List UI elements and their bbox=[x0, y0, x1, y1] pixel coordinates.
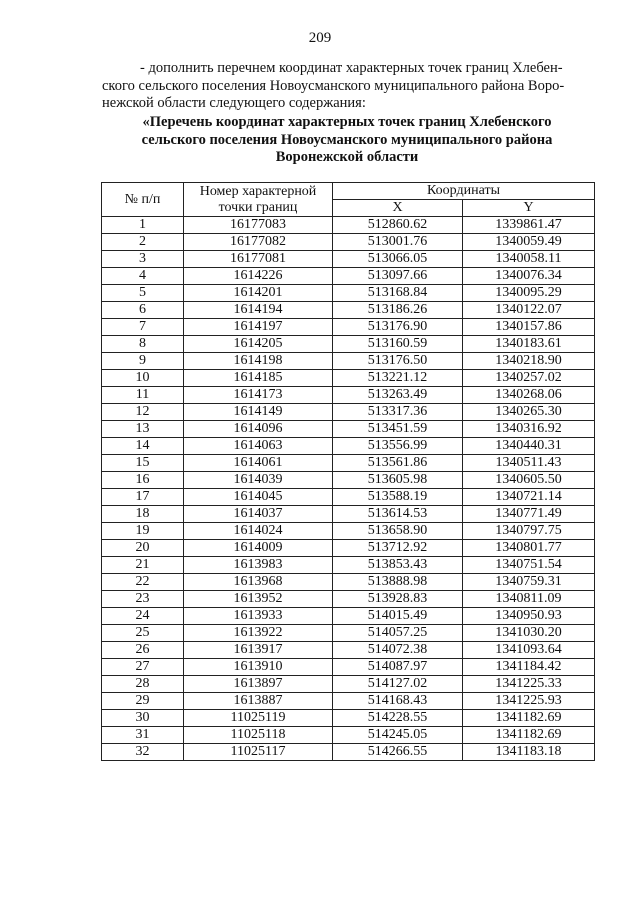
table-row bbox=[102, 319, 595, 336]
table-row bbox=[102, 438, 595, 455]
coord-x: 513221.12 bbox=[333, 370, 463, 387]
coord-y: 1339861.47 bbox=[463, 217, 595, 234]
table-row bbox=[102, 387, 595, 404]
point-number: 11025119 bbox=[184, 710, 333, 727]
table-row bbox=[102, 472, 595, 489]
table-row bbox=[102, 234, 595, 251]
coord-y: 1340771.49 bbox=[463, 506, 595, 523]
coord-y: 1340759.31 bbox=[463, 574, 595, 591]
point-number: 1614149 bbox=[184, 404, 333, 421]
coord-y: 1340751.54 bbox=[463, 557, 595, 574]
point-number: 1613917 bbox=[184, 642, 333, 659]
list-title-line: сельского поселения Новоусманского муниципального района bbox=[141, 131, 553, 148]
table-row bbox=[102, 455, 595, 472]
coord-x: 513263.49 bbox=[333, 387, 463, 404]
coord-x: 514087.97 bbox=[333, 659, 463, 676]
point-number: 1614024 bbox=[184, 523, 333, 540]
coord-y: 1341182.69 bbox=[463, 727, 595, 744]
row-number: 2 bbox=[102, 234, 184, 251]
table-row bbox=[102, 693, 595, 710]
point-number: 1614194 bbox=[184, 302, 333, 319]
row-number: 12 bbox=[102, 404, 184, 421]
row-number: 14 bbox=[102, 438, 184, 455]
row-number: 17 bbox=[102, 489, 184, 506]
coord-x: 513556.99 bbox=[333, 438, 463, 455]
row-number: 26 bbox=[102, 642, 184, 659]
table-row bbox=[102, 676, 595, 693]
row-number: 1 bbox=[102, 217, 184, 234]
coord-x: 513176.50 bbox=[333, 353, 463, 370]
point-number: 1614061 bbox=[184, 455, 333, 472]
table-row bbox=[102, 540, 595, 557]
coord-y: 1340721.14 bbox=[463, 489, 595, 506]
coord-x: 513066.05 bbox=[333, 251, 463, 268]
point-number: 1614009 bbox=[184, 540, 333, 557]
row-number: 22 bbox=[102, 574, 184, 591]
coord-y: 1340950.93 bbox=[463, 608, 595, 625]
intro-line: - дополнить перечнем координат характерных точек границ Хлебен- bbox=[140, 60, 563, 76]
coord-y: 1340058.11 bbox=[463, 251, 595, 268]
point-number: 1613910 bbox=[184, 659, 333, 676]
coord-y: 1340316.92 bbox=[463, 421, 595, 438]
point-number: 1614045 bbox=[184, 489, 333, 506]
header-point bbox=[184, 183, 333, 217]
header-point-line: точки границ bbox=[218, 199, 298, 215]
coord-y: 1340801.77 bbox=[463, 540, 595, 557]
table-row bbox=[102, 506, 595, 523]
table-row bbox=[102, 217, 595, 234]
point-number: 11025118 bbox=[184, 727, 333, 744]
point-number: 1613933 bbox=[184, 608, 333, 625]
point-number: 1614226 bbox=[184, 268, 333, 285]
table-row bbox=[102, 336, 595, 353]
coord-x: 513186.26 bbox=[333, 302, 463, 319]
table-row bbox=[102, 625, 595, 642]
coord-y: 1341225.33 bbox=[463, 676, 595, 693]
intro-line: нежской области следующего содержания: bbox=[102, 95, 366, 111]
row-number: 7 bbox=[102, 319, 184, 336]
coord-y: 1340183.61 bbox=[463, 336, 595, 353]
row-number: 31 bbox=[102, 727, 184, 744]
coord-x: 513561.86 bbox=[333, 455, 463, 472]
coord-y: 1341225.93 bbox=[463, 693, 595, 710]
table-row bbox=[102, 557, 595, 574]
row-number: 15 bbox=[102, 455, 184, 472]
point-number: 1614037 bbox=[184, 506, 333, 523]
coord-y: 1340059.49 bbox=[463, 234, 595, 251]
coord-x: 513888.98 bbox=[333, 574, 463, 591]
row-number: 6 bbox=[102, 302, 184, 319]
table-row bbox=[102, 285, 595, 302]
row-number: 16 bbox=[102, 472, 184, 489]
table-row bbox=[102, 523, 595, 540]
coord-y: 1341183.18 bbox=[463, 744, 595, 761]
table-row bbox=[102, 353, 595, 370]
coord-x: 514057.25 bbox=[333, 625, 463, 642]
header-point-line: Номер характерной bbox=[199, 183, 317, 199]
coord-x: 513658.90 bbox=[333, 523, 463, 540]
table-row bbox=[102, 268, 595, 285]
row-number: 5 bbox=[102, 285, 184, 302]
row-number: 10 bbox=[102, 370, 184, 387]
coord-y: 1340218.90 bbox=[463, 353, 595, 370]
coord-y: 1340797.75 bbox=[463, 523, 595, 540]
table-row bbox=[102, 404, 595, 421]
coord-y: 1340257.02 bbox=[463, 370, 595, 387]
table-row bbox=[102, 251, 595, 268]
coord-y: 1341030.20 bbox=[463, 625, 595, 642]
coord-y: 1340076.34 bbox=[463, 268, 595, 285]
coord-x: 513001.76 bbox=[333, 234, 463, 251]
row-number: 24 bbox=[102, 608, 184, 625]
table-row bbox=[102, 302, 595, 319]
table-row bbox=[102, 642, 595, 659]
coord-x: 513712.92 bbox=[333, 540, 463, 557]
point-number: 1614096 bbox=[184, 421, 333, 438]
point-number: 1614063 bbox=[184, 438, 333, 455]
point-number: 1613952 bbox=[184, 591, 333, 608]
coord-y: 1340157.86 bbox=[463, 319, 595, 336]
point-number: 1614201 bbox=[184, 285, 333, 302]
list-title-line: «Перечень координат характерных точек границ Хлебенского bbox=[142, 114, 552, 130]
coord-y: 1341093.64 bbox=[463, 642, 595, 659]
coord-x: 514168.43 bbox=[333, 693, 463, 710]
point-number: 1613983 bbox=[184, 557, 333, 574]
coord-y: 1340095.29 bbox=[463, 285, 595, 302]
point-number: 1614039 bbox=[184, 472, 333, 489]
point-number: 1613922 bbox=[184, 625, 333, 642]
coord-x: 513168.84 bbox=[333, 285, 463, 302]
coord-x: 514266.55 bbox=[333, 744, 463, 761]
coord-x: 514127.02 bbox=[333, 676, 463, 693]
table-row bbox=[102, 591, 595, 608]
coord-y: 1340605.50 bbox=[463, 472, 595, 489]
header-number: № п/п bbox=[102, 183, 184, 217]
coord-y: 1340268.06 bbox=[463, 387, 595, 404]
row-number: 30 bbox=[102, 710, 184, 727]
coord-y: 1341184.42 bbox=[463, 659, 595, 676]
coord-x: 514072.38 bbox=[333, 642, 463, 659]
header-y: Y bbox=[463, 200, 595, 217]
coord-x: 513614.53 bbox=[333, 506, 463, 523]
row-number: 19 bbox=[102, 523, 184, 540]
table-row bbox=[102, 659, 595, 676]
coord-x: 514245.05 bbox=[333, 727, 463, 744]
coord-x: 513160.59 bbox=[333, 336, 463, 353]
coord-x: 512860.62 bbox=[333, 217, 463, 234]
point-number: 1614197 bbox=[184, 319, 333, 336]
row-number: 20 bbox=[102, 540, 184, 557]
point-number: 16177081 bbox=[184, 251, 333, 268]
intro-paragraph bbox=[102, 60, 594, 113]
coord-y: 1340440.31 bbox=[463, 438, 595, 455]
row-number: 8 bbox=[102, 336, 184, 353]
coord-y: 1340511.43 bbox=[463, 455, 595, 472]
table-row bbox=[102, 710, 595, 727]
row-number: 3 bbox=[102, 251, 184, 268]
point-number: 1614198 bbox=[184, 353, 333, 370]
coord-y: 1341182.69 bbox=[463, 710, 595, 727]
page-number: 209 bbox=[308, 30, 332, 46]
point-number: 16177082 bbox=[184, 234, 333, 251]
coord-x: 513317.36 bbox=[333, 404, 463, 421]
coord-y: 1340265.30 bbox=[463, 404, 595, 421]
coord-x: 514015.49 bbox=[333, 608, 463, 625]
coord-x: 513451.59 bbox=[333, 421, 463, 438]
row-number: 9 bbox=[102, 353, 184, 370]
point-number: 16177083 bbox=[184, 217, 333, 234]
table-row bbox=[102, 489, 595, 506]
table-row bbox=[102, 370, 595, 387]
coord-y: 1340122.07 bbox=[463, 302, 595, 319]
coord-x: 513588.19 bbox=[333, 489, 463, 506]
row-number: 25 bbox=[102, 625, 184, 642]
row-number: 32 bbox=[102, 744, 184, 761]
table-row bbox=[102, 608, 595, 625]
coord-x: 513097.66 bbox=[333, 268, 463, 285]
row-number: 29 bbox=[102, 693, 184, 710]
table-body bbox=[102, 217, 595, 761]
row-number: 28 bbox=[102, 676, 184, 693]
row-number: 23 bbox=[102, 591, 184, 608]
coord-x: 513853.43 bbox=[333, 557, 463, 574]
row-number: 4 bbox=[102, 268, 184, 285]
list-title-line: Воронежской области bbox=[275, 149, 419, 165]
row-number: 11 bbox=[102, 387, 184, 404]
point-number: 11025117 bbox=[184, 744, 333, 761]
point-number: 1613887 bbox=[184, 693, 333, 710]
table-row bbox=[102, 421, 595, 438]
list-title bbox=[100, 114, 594, 167]
table-row bbox=[102, 744, 595, 761]
point-number: 1614173 bbox=[184, 387, 333, 404]
coord-x: 513176.90 bbox=[333, 319, 463, 336]
point-number: 1613897 bbox=[184, 676, 333, 693]
intro-line: ского сельского поселения Новоусманского муниципального района Воро- bbox=[102, 77, 565, 94]
table-row bbox=[102, 727, 595, 744]
coord-x: 513928.83 bbox=[333, 591, 463, 608]
row-number: 13 bbox=[102, 421, 184, 438]
row-number: 27 bbox=[102, 659, 184, 676]
table-row bbox=[102, 574, 595, 591]
coord-x: 513605.98 bbox=[333, 472, 463, 489]
coordinates-table bbox=[101, 182, 595, 761]
point-number: 1614185 bbox=[184, 370, 333, 387]
point-number: 1613968 bbox=[184, 574, 333, 591]
point-number: 1614205 bbox=[184, 336, 333, 353]
header-x: X bbox=[333, 200, 463, 217]
coord-y: 1340811.09 bbox=[463, 591, 595, 608]
header-coordinates: Координаты bbox=[333, 183, 595, 200]
coord-x: 514228.55 bbox=[333, 710, 463, 727]
row-number: 21 bbox=[102, 557, 184, 574]
row-number: 18 bbox=[102, 506, 184, 523]
